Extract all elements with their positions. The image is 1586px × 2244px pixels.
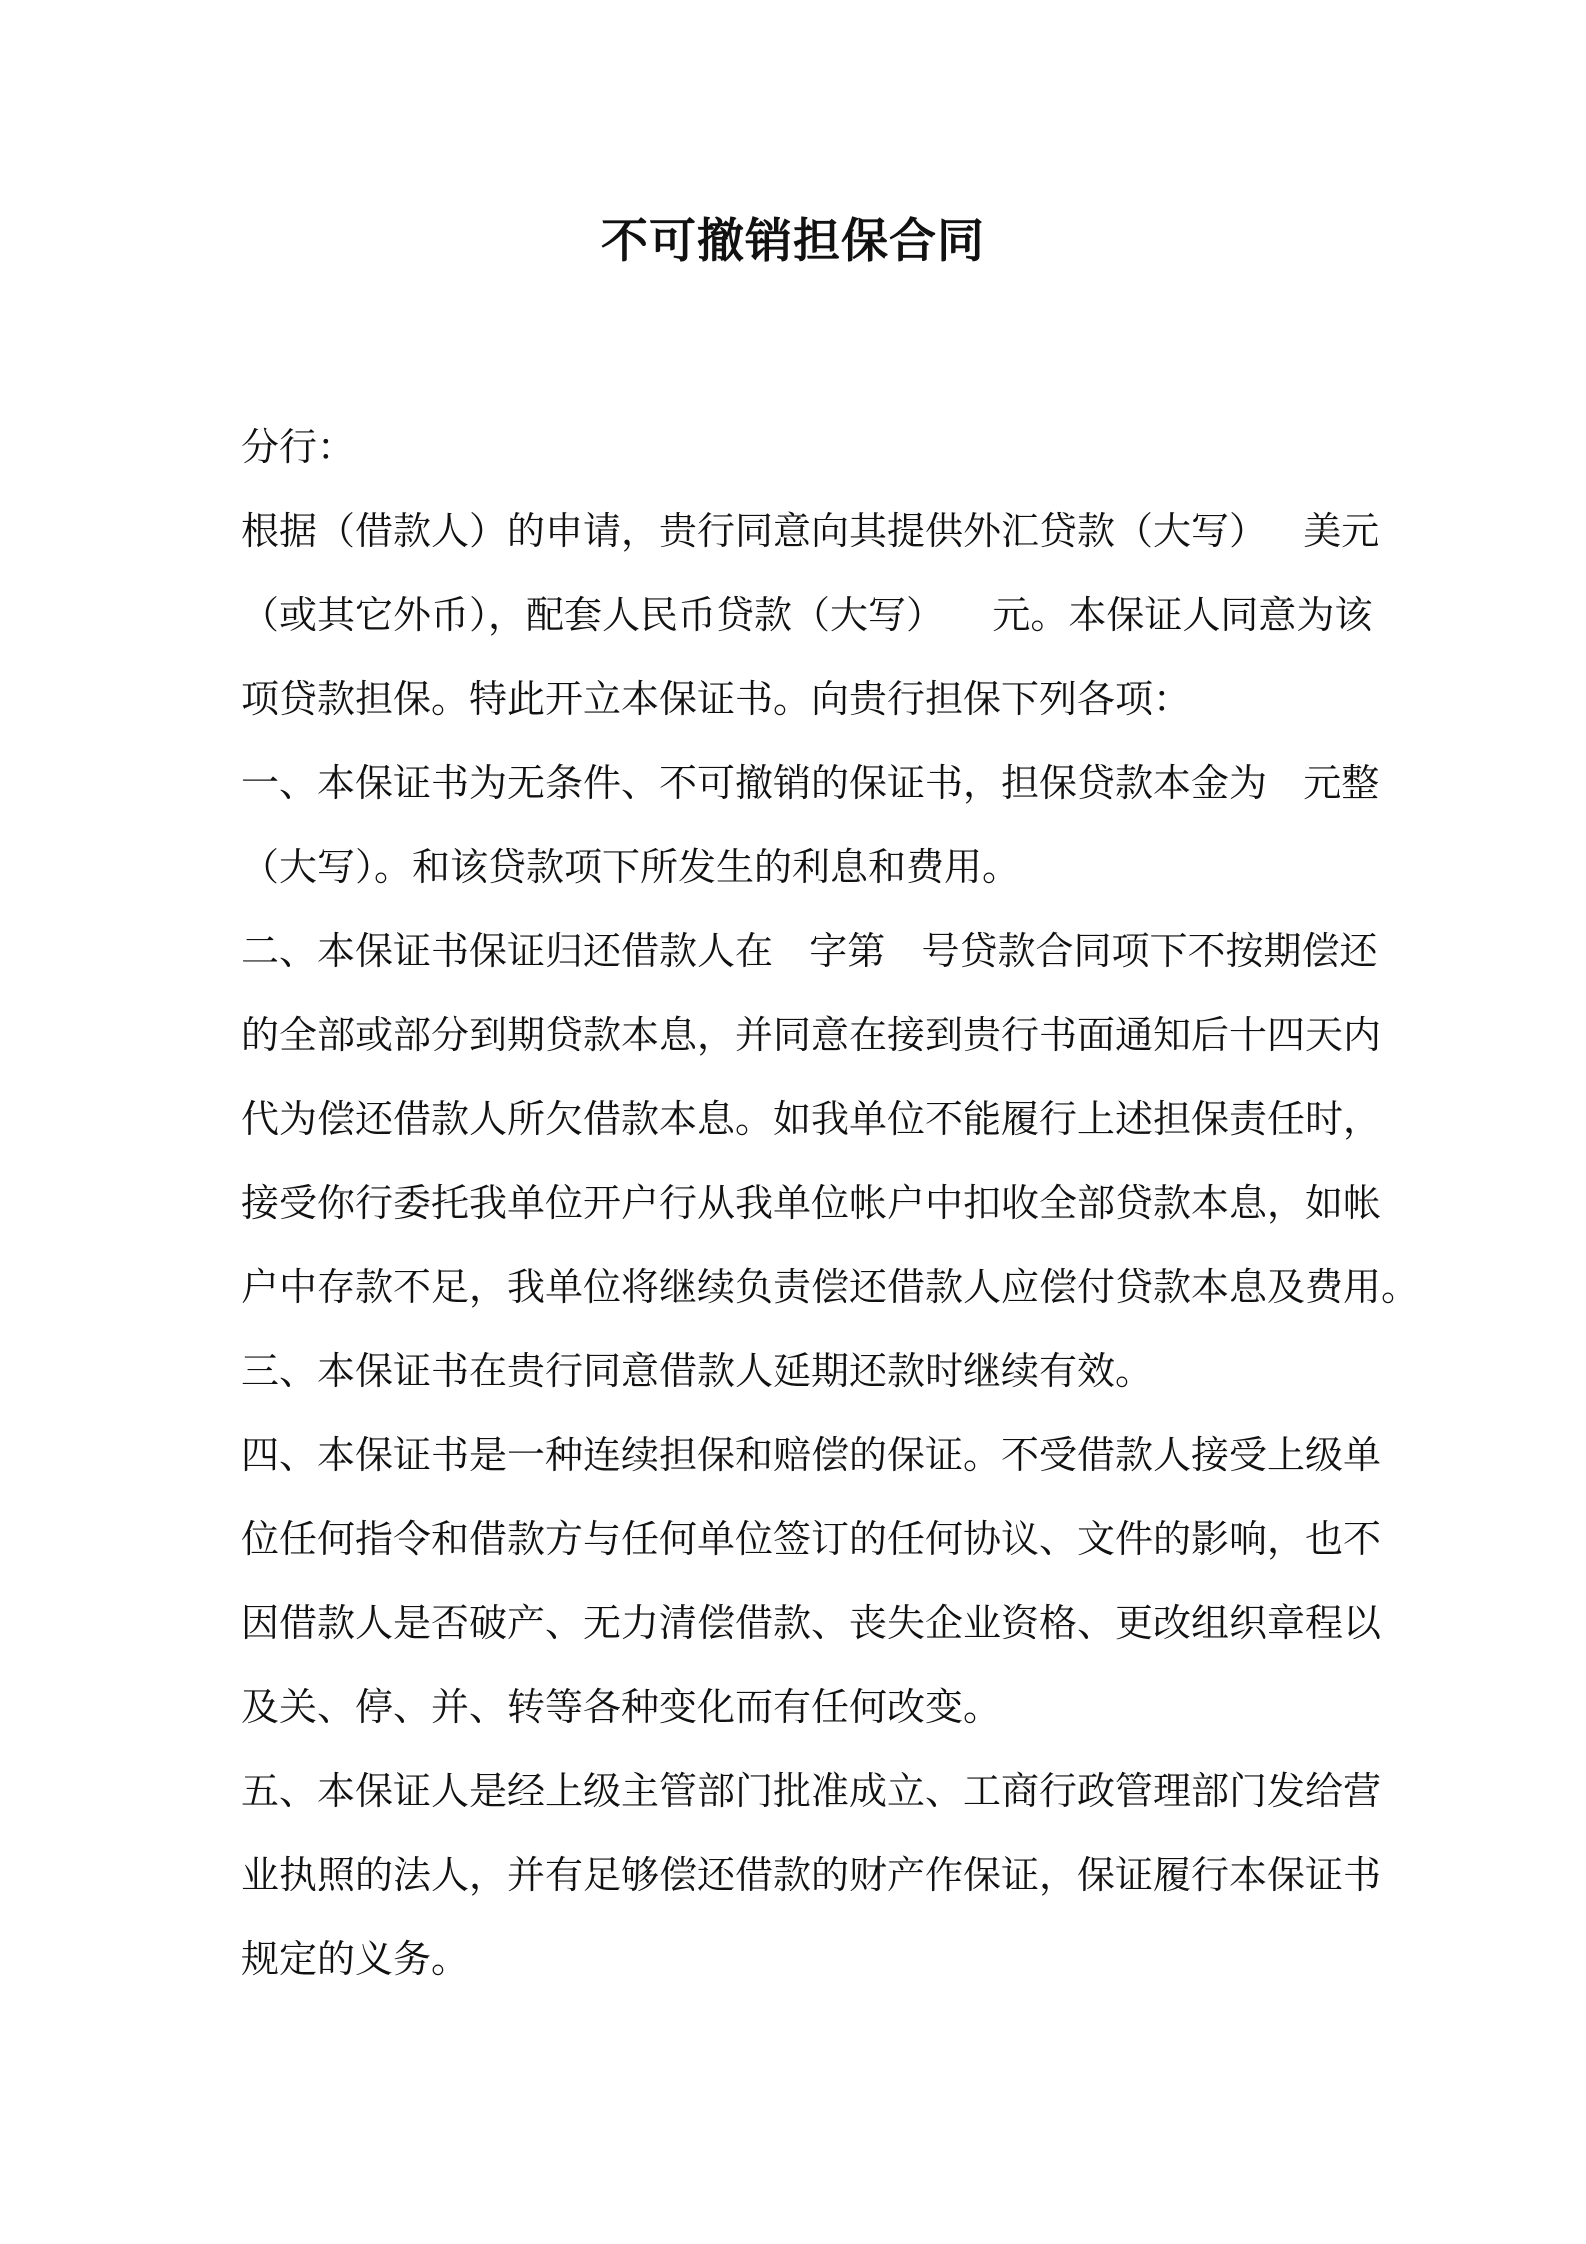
body-line: 位任何指令和借款方与任何单位签订的任何协议、文件的影响，也不 (241, 1517, 1382, 1561)
body-line: 二、本保证书保证归还借款人在 字第 号贷款合同项下不按期偿还 (241, 929, 1378, 973)
body-line: 因借款人是否破产、无力清偿借款、丧失企业资格、更改组织章程以 (241, 1601, 1382, 1645)
body-line: 一、本保证书为无条件、不可撤销的保证书，担保贷款本金为 元整 (241, 761, 1380, 805)
body-line: 规定的义务。 (241, 1937, 470, 1981)
body-line: 四、本保证书是一种连续担保和赔偿的保证。不受借款人接受上级单 (241, 1433, 1382, 1477)
body-line: 的全部或部分到期贷款本息，并同意在接到贵行书面通知后十四天内 (241, 1013, 1382, 1057)
document-title: 不可撤销担保合同 (601, 214, 985, 269)
body-line: 三、本保证书在贵行同意借款人延期还款时继续有效。 (241, 1349, 1154, 1393)
body-line: 户中存款不足，我单位将继续负责偿还借款人应偿付贷款本息及费用。 (241, 1265, 1420, 1309)
body-line: 项贷款担保。特此开立本保证书。向贵行担保下列各项： (241, 677, 1192, 721)
body-line: 根据（借款人）的申请，贵行同意向其提供外汇贷款（大写） 美元 (241, 509, 1380, 553)
body-line: 分行： (241, 425, 356, 469)
body-line: 及关、停、并、转等各种变化而有任何改变。 (241, 1685, 1002, 1729)
body-line: 接受你行委托我单位开户行从我单位帐户中扣收全部贷款本息，如帐 (241, 1181, 1382, 1225)
body-line: 五、本保证人是经上级主管部门批准成立、工商行政管理部门发给营 (241, 1769, 1382, 1813)
body-line: （大写）。和该贷款项下所发生的利息和费用。 (241, 845, 1021, 889)
body-line: （或其它外币），配套人民币贷款（大写） 元。本保证人同意为该 (241, 593, 1373, 637)
document-body (241, 405, 1420, 2001)
body-line: 业执照的法人，并有足够偿还借款的财产作保证，保证履行本保证书 (241, 1853, 1382, 1897)
body-line: 代为偿还借款人所欠借款本息。如我单位不能履行上述担保责任时， (241, 1097, 1382, 1141)
